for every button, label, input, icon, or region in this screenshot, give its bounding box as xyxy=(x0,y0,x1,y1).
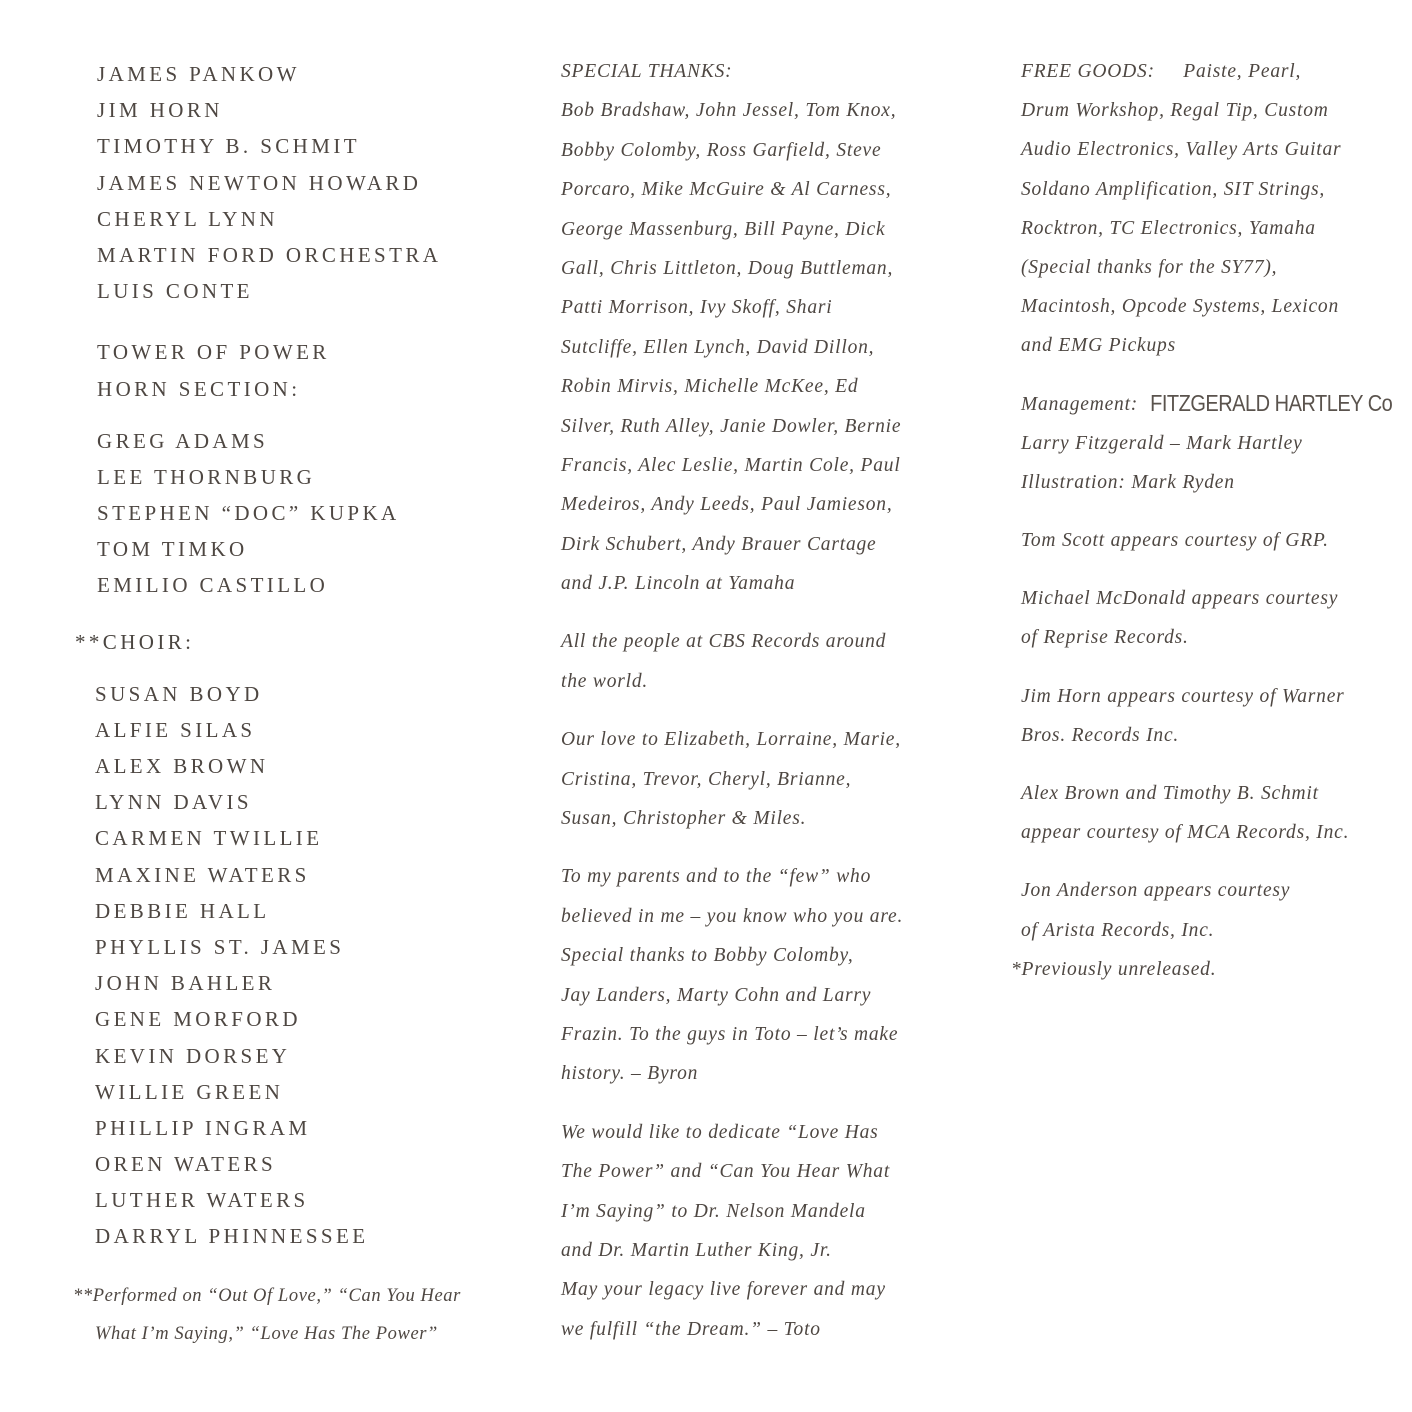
text-line: Larry Fitzgerald – Mark Hartley xyxy=(1021,432,1303,454)
text-line: Porcaro, Mike McGuire & Al Carness, xyxy=(561,179,892,201)
choir-member-name: DEBBIE HALL xyxy=(95,898,270,923)
choir-member-name: KEVIN DORSEY xyxy=(95,1043,291,1068)
credits-column-thanks xyxy=(561,52,941,1368)
choir-member-name: ALFIE SILAS xyxy=(95,717,256,742)
text-line: Jon Anderson appears courtesy xyxy=(1021,880,1291,902)
text-line: history. – Byron xyxy=(561,1063,699,1085)
choir-member-name: GENE MORFORD xyxy=(95,1007,301,1032)
toto-dedication-paragraph xyxy=(561,1113,941,1349)
byron-dedication-paragraph xyxy=(561,857,941,1093)
courtesy-paragraph xyxy=(1021,521,1393,560)
text-line: *Previously unreleased. xyxy=(1011,958,1217,980)
tower-of-power-heading xyxy=(97,334,537,406)
text-line: Dirk Schubert, Andy Brauer Cartage xyxy=(561,533,877,555)
credits-column-names xyxy=(73,56,537,1353)
horn-player-name: EMILIO CASTILLO xyxy=(97,573,329,598)
choir-member-name: CARMEN TWILLIE xyxy=(95,826,323,851)
text-line: I’m Saying” to Dr. Nelson Mandela xyxy=(561,1200,866,1222)
courtesy-paragraph xyxy=(1021,774,1393,852)
text-line: Bros. Records Inc. xyxy=(1021,724,1180,746)
text-line: All the people at CBS Records around xyxy=(561,631,887,653)
musician-name: MARTIN FORD ORCHESTRA xyxy=(97,242,442,267)
text-line: and J.P. Lincoln at Yamaha xyxy=(561,573,796,595)
text-line: Medeiros, Andy Leeds, Paul Jamieson, xyxy=(561,494,893,516)
musician-name: TIMOTHY B. SCHMIT xyxy=(97,134,360,159)
fitzgerald-hartley-logo: FITZGERALD HARTLEY Co xyxy=(1150,390,1393,417)
text-line: Gall, Chris Littleton, Doug Buttleman, xyxy=(561,257,894,279)
free-goods-paragraph xyxy=(1021,52,1393,366)
text-line: Francis, Alec Leslie, Martin Cole, Paul xyxy=(561,454,901,476)
choir-member-name: DARRYL PHINNESSEE xyxy=(95,1224,369,1249)
text-line: Soldano Amplification, SIT Strings, xyxy=(1021,178,1326,200)
management-label: Management: xyxy=(1021,393,1139,415)
text-line: Bobby Colomby, Ross Garfield, Steve xyxy=(561,139,882,161)
text-line: Robin Mirvis, Michelle McKee, Ed xyxy=(561,376,859,398)
text-line: Alex Brown and Timothy B. Schmit xyxy=(1021,783,1319,804)
section-heading-line: HORN SECTION: xyxy=(97,376,301,401)
choir-member-name: ALEX BROWN xyxy=(95,754,269,778)
choir-footnote xyxy=(73,1277,537,1353)
text-line: May your legacy live forever and may xyxy=(561,1279,886,1301)
text-line: appear courtesy of MCA Records, Inc. xyxy=(1021,822,1350,844)
horn-player-name: GREG ADAMS xyxy=(97,428,269,453)
musician-name: JAMES NEWTON HOWARD xyxy=(97,170,422,195)
text-line: of Arista Records, Inc. xyxy=(1021,919,1215,941)
text-line: George Massenburg, Bill Payne, Dick xyxy=(561,218,886,240)
text-line: we fulfill “the Dream.” – Toto xyxy=(561,1318,821,1340)
text-line: SPECIAL THANKS: xyxy=(561,61,733,82)
choir-member-name: OREN WATERS xyxy=(95,1152,277,1177)
horn-player-name: TOM TIMKO xyxy=(97,537,248,562)
text-line: Silver, Ruth Alley, Janie Dowler, Bernie xyxy=(561,415,902,437)
text-line: Drum Workshop, Regal Tip, Custom xyxy=(1021,100,1329,122)
text-line: and EMG Pickups xyxy=(1021,335,1176,357)
footnote-line: What I’m Saying,” “Love Has The Power” xyxy=(95,1323,438,1344)
text-line: Susan, Christopher & Miles. xyxy=(561,808,807,830)
musician-name: CHERYL LYNN xyxy=(97,206,278,231)
text-line: Michael McDonald appears courtesy xyxy=(1021,588,1339,610)
text-line: Jay Landers, Marty Cohn and Larry xyxy=(561,984,872,1006)
footnote-line: **Performed on “Out Of Love,” “Can You Hear xyxy=(73,1285,461,1306)
choir-member-name: LUTHER WATERS xyxy=(95,1188,309,1213)
text-line: Illustration: Mark Ryden xyxy=(1021,471,1235,493)
text-line: Audio Electronics, Valley Arts Guitar xyxy=(1021,139,1342,161)
text-line: and Dr. Martin Luther King, Jr. xyxy=(561,1239,832,1261)
choir-member-name: MAXINE WATERS xyxy=(95,862,310,887)
choir-list xyxy=(95,676,537,1255)
text-line: of Reprise Records. xyxy=(1021,627,1189,649)
text-line: Bob Bradshaw, John Jessel, Tom Knox, xyxy=(561,100,897,122)
text-line: Special thanks to Bobby Colomby, xyxy=(561,945,854,967)
family-love-paragraph xyxy=(561,720,941,838)
text-line: Rocktron, TC Electronics, Yamaha xyxy=(1021,217,1316,239)
choir-member-name: JOHN BAHLER xyxy=(95,971,276,996)
horn-player-name: STEPHEN “DOC” KUPKA xyxy=(97,501,400,526)
text-line: Frazin. To the guys in Toto – let’s make xyxy=(561,1023,899,1045)
courtesy-paragraph xyxy=(1021,579,1393,657)
musician-name: JIM HORN xyxy=(97,98,223,123)
text-line: Tom Scott appears courtesy of GRP. xyxy=(1021,530,1329,552)
text-line: the world. xyxy=(561,670,649,692)
special-thanks-paragraph xyxy=(561,52,941,603)
text-line: Jim Horn appears courtesy of Warner xyxy=(1021,685,1345,707)
text-line: Macintosh, Opcode Systems, Lexicon xyxy=(1021,296,1340,318)
text-line: Sutcliffe, Ellen Lynch, David Dillon, xyxy=(561,336,875,358)
text-line: To my parents and to the “few” who xyxy=(561,866,872,888)
credits-column-business xyxy=(1011,52,1393,1008)
horn-section-list xyxy=(97,423,537,604)
cbs-thanks-paragraph xyxy=(561,622,941,701)
choir-member-name: PHYLLIS ST. JAMES xyxy=(95,934,345,959)
horn-player-name: LEE THORNBURG xyxy=(97,464,316,489)
text-line: FREE GOODS: Paiste, Pearl, xyxy=(1021,61,1302,82)
choir-member-name: PHILLIP INGRAM xyxy=(95,1115,311,1140)
management-paragraph xyxy=(1021,385,1393,503)
text-line: Patti Morrison, Ivy Skoff, Shari xyxy=(561,297,833,319)
courtesy-paragraph xyxy=(1021,677,1393,755)
text-line: Cristina, Trevor, Cheryl, Brianne, xyxy=(561,768,852,790)
featured-musicians-list xyxy=(97,56,537,309)
text-line: (Special thanks for the SY77), xyxy=(1021,256,1278,278)
choir-heading: **CHOIR: xyxy=(75,629,195,654)
text-line: We would like to dedicate “Love Has xyxy=(561,1121,879,1143)
section-heading-line: TOWER OF POWER xyxy=(97,340,330,365)
choir-member-name: WILLIE GREEN xyxy=(95,1079,284,1104)
musician-name: JAMES PANKOW xyxy=(97,62,300,86)
courtesy-paragraph xyxy=(1021,871,1393,949)
management-line xyxy=(1021,385,1393,424)
choir-member-name: SUSAN BOYD xyxy=(95,681,263,706)
text-line: believed in me – you know who you are. xyxy=(561,905,904,927)
musician-name: LUIS CONTE xyxy=(97,279,253,304)
text-line: Our love to Elizabeth, Lorraine, Marie, xyxy=(561,729,901,751)
choir-member-name: LYNN DAVIS xyxy=(95,790,252,815)
previously-unreleased-note xyxy=(1011,950,1393,989)
text-line: The Power” and “Can You Hear What xyxy=(561,1161,891,1183)
